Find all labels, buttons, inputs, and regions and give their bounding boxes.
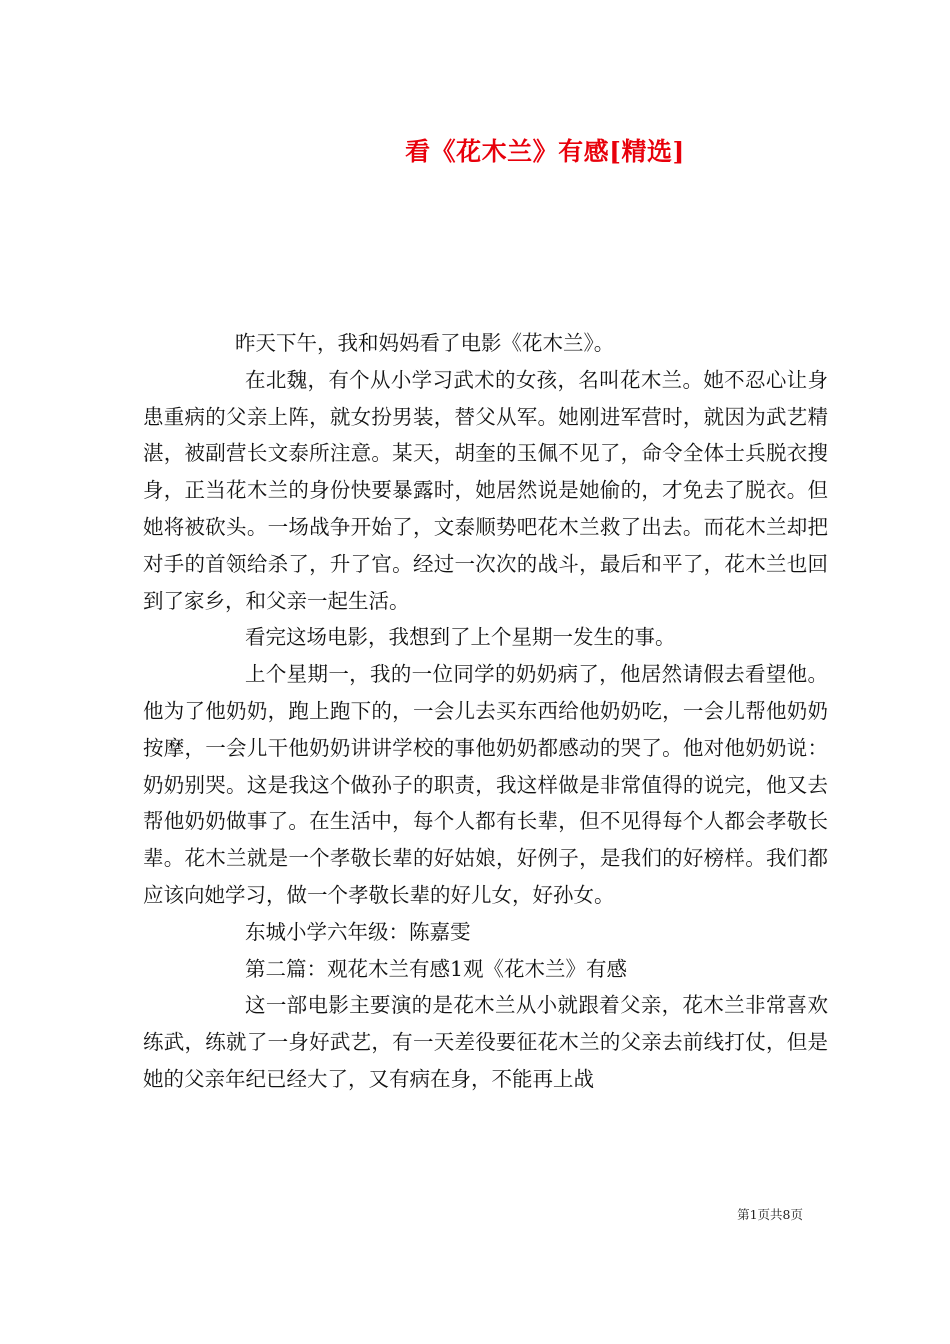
paragraph-reflection: 看完这场电影，我想到了上个星期一发生的事。 xyxy=(245,625,676,650)
paragraph-second-body: 这一部电影主要演的是花木兰从小就跟着父亲，花木兰非常喜欢练武，练就了一身好武艺，有一天差役要征花木兰的父亲去前线打仗，但是她的父亲年纪已经大了，又有病在身，不能再上战 xyxy=(143,993,828,1091)
page-number: 第1页共8页 xyxy=(737,1207,803,1222)
paragraph-plot-summary: 在北魏，有个从小学习武术的女孩，名叫花木兰。她不忍心让身患重病的父亲上阵，就女扮男装，替父从军。她刚进军营时，就因为武艺精湛，被副营长文泰所注意。某天，胡奎的玉佩不见了，命令全体士兵脱衣搜身，正当花木兰的身份快要暴露时，她居然说是她偷的，才免去了脱衣。但她将被砍头。一场战争开始了，文泰顺势吧花木兰救了出去。而花木兰却把对手的首领给杀了，升了官。经过一次次的战斗，最后和平了，花木兰也回到了家乡，和父亲一起生活。 xyxy=(143,367,828,613)
paragraph-second-title: 第二篇：观花木兰有感1观《花木兰》有感 xyxy=(245,956,628,981)
document-body xyxy=(143,325,828,1098)
paragraph-author: 东城小学六年级：陈嘉雯 xyxy=(245,919,471,944)
paragraph-classmate-story: 上个星期一，我的一位同学的奶奶病了，他居然请假去看望他。他为了他奶奶，跑上跑下的，一会儿去买东西给他奶奶吃，一会儿帮他奶奶按摩，一会儿干他奶奶讲讲学校的事他奶奶都感动的哭了。他对他奶奶说：奶奶别哭。这是我这个做孙子的职责，我这样做是非常值得的说完，他又去帮他奶奶做事了。在生活中，每个人都有长辈，但不见得每个人都会孝敬长辈。花木兰就是一个孝敬长辈的好姑娘，好例子，是我们的好榜样。我们都应该向她学习，做一个孝敬长辈的好儿女，好孙女。 xyxy=(143,662,828,907)
paragraph-intro: 昨天下午，我和妈妈看了电影《花木兰》。 xyxy=(235,331,615,355)
document-title: 看《花木兰》有感[精选] xyxy=(405,137,685,166)
